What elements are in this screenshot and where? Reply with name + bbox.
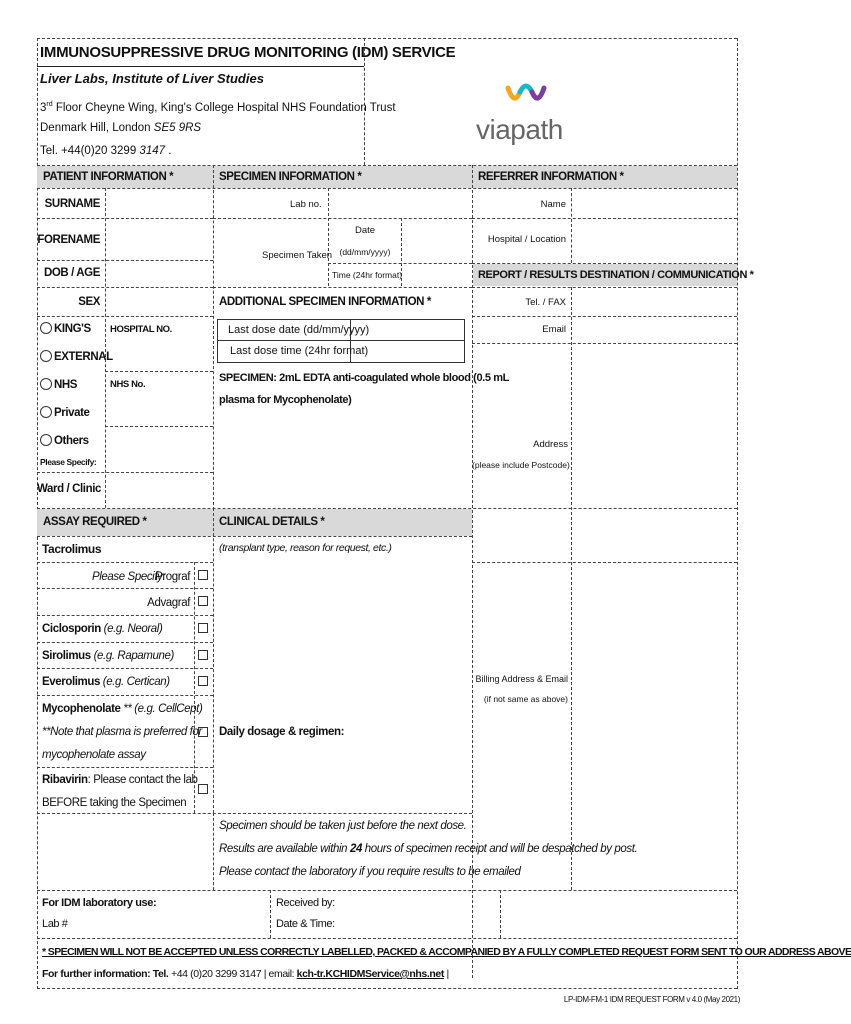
billing-label: Billing Address & Email: [475, 674, 568, 684]
nhs-no-label: NHS No.: [110, 379, 146, 390]
form-title: IMMUNOSUPPRESSIVE DRUG MONITORING (IDM) SERVICE: [40, 44, 456, 61]
dosage-label: Daily dosage & regimen:: [219, 726, 345, 738]
specimen-taken-label: Specimen Taken: [262, 250, 333, 261]
radio-circle-icon: [40, 350, 52, 362]
radio-circle-icon: [40, 378, 52, 390]
advagraf-checkbox[interactable]: [198, 596, 208, 606]
note-line-3: Please contact the laboratory if you require results to be emailed: [219, 866, 521, 878]
mycophenolate-label: Mycophenolate ** (e.g. CellCept): [42, 703, 203, 715]
billing-note: (if not same as above): [483, 694, 568, 704]
ciclosporin-checkbox[interactable]: [198, 623, 208, 633]
last-dose-time-label: Last dose time (24hr format): [230, 345, 369, 357]
date-time-label: Date & Time:: [276, 918, 335, 930]
forename-field[interactable]: [106, 219, 212, 259]
date-field[interactable]: [402, 219, 471, 262]
clinical-details-field[interactable]: [214, 537, 471, 717]
nhs-no-field[interactable]: [106, 372, 212, 425]
note-line-1: Specimen should be taken just before the next dose.: [219, 820, 467, 832]
referrer-name-field[interactable]: [572, 189, 736, 217]
lab-no-label: Lab no.: [290, 199, 322, 210]
others-please-specify: Please Specify:: [40, 457, 97, 467]
viapath-logo: [470, 80, 580, 160]
hospital-no-label: HOSPITAL NO.: [110, 324, 172, 335]
ribavirin-label: Ribavirin: Please contact the lab: [42, 774, 198, 786]
myco-note-1: **Note that plasma is preferred for: [42, 726, 202, 738]
specimen-heading: SPECIMEN INFORMATION *: [219, 171, 362, 183]
radio-circle-icon: [40, 322, 52, 334]
email-link[interactable]: kch-tr.KCHIDMService@nhs.net: [296, 968, 444, 980]
dosage-field[interactable]: [214, 742, 471, 812]
last-dose-date-box[interactable]: [217, 319, 465, 341]
email-field[interactable]: [572, 317, 736, 342]
prograf-checkbox[interactable]: [198, 570, 208, 580]
clinical-hint: (transplant type, reason for request, etc.): [219, 542, 392, 554]
radio-others[interactable]: Others: [40, 434, 89, 448]
sirolimus-checkbox[interactable]: [198, 650, 208, 660]
address-field[interactable]: [572, 344, 736, 561]
patient-heading: PATIENT INFORMATION *: [43, 171, 174, 183]
note-line-2: Results are available within 24 hours of specimen receipt and will be despatched by post.: [219, 843, 638, 855]
specimen-note-1: SPECIMEN: 2mL EDTA anti-coagulated whole blood (0.5 mL: [219, 372, 509, 384]
billing-field[interactable]: [572, 563, 736, 889]
surname-label: SURNAME: [44, 198, 100, 210]
form-reference: LP-IDM-FM-1 IDM REQUEST FORM v 4.0 (May 2021): [563, 995, 740, 1004]
radio-nhs[interactable]: NHS: [40, 378, 77, 392]
radio-private[interactable]: Private: [40, 406, 90, 420]
additional-heading: ADDITIONAL SPECIMEN INFORMATION *: [219, 296, 431, 308]
ward-field[interactable]: [106, 473, 212, 507]
ward-label: Ward / Clinic: [37, 483, 102, 495]
tel-fax-label: Tel. / FAX: [525, 297, 566, 308]
lab-hash-label: Lab #: [42, 918, 68, 930]
logo-wordmark: viapath: [476, 114, 563, 145]
date-format: (dd/mm/yyyy): [339, 247, 391, 257]
lab-use-title: For IDM laboratory use:: [42, 897, 157, 909]
further-info: For further information: Tel. +44 (0)20 3299 3147 | email: kch-tr.KCHIDMService@nhs.net |: [42, 968, 449, 980]
email-label: Email: [542, 324, 566, 335]
advagraf-label: Advagraf: [147, 597, 190, 609]
surname-field[interactable]: [106, 189, 212, 217]
hospital-location-field[interactable]: [572, 219, 736, 262]
ribavirin-note-2: BEFORE taking the Specimen: [42, 797, 187, 809]
received-by-label: Received by:: [276, 897, 335, 909]
report-heading: REPORT / RESULTS DESTINATION / COMMUNICATION *: [478, 269, 754, 281]
time-label: Time (24hr format): [332, 270, 403, 280]
hospital-location-label: Hospital / Location: [487, 234, 566, 245]
warning-text: * SPECIMEN WILL NOT BE ACCEPTED UNLESS CORRECTLY LABELLED, PACKED & ACCOMPANIED BY A FULLY COMPLETED REQUEST FORM SENT TO OUR ADDRESS ABOVE: [42, 946, 851, 958]
radio-circle-icon: [40, 434, 52, 446]
please-specify-label: Please Specify:: [92, 571, 166, 583]
dob-field[interactable]: [106, 261, 212, 286]
tacrolimus-label: Tacrolimus: [42, 542, 102, 556]
sirolimus-label: Sirolimus (e.g. Rapamune): [42, 650, 174, 662]
clinical-heading: CLINICAL DETAILS *: [219, 516, 325, 528]
prograf-label: Prograf: [155, 571, 190, 583]
ciclosporin-label: Ciclosporin (e.g. Neoral): [42, 623, 163, 635]
telephone: Tel. +44(0)20 3299 3147 .: [40, 145, 172, 157]
tel-fax-field[interactable]: [572, 288, 736, 315]
address-line-2: Denmark Hill, London SE5 9RS: [40, 122, 202, 134]
address-note: (please include Postcode): [472, 460, 570, 470]
everolimus-label: Everolimus (e.g. Certican): [42, 676, 170, 688]
referrer-heading: REFERRER INFORMATION *: [478, 171, 624, 183]
mycophenolate-checkbox[interactable]: [198, 727, 208, 737]
date-label: Date: [354, 225, 376, 236]
everolimus-checkbox[interactable]: [198, 676, 208, 686]
address-line-1: 3rd Floor Cheyne Wing, King's College Hospital NHS Foundation Trust: [40, 101, 396, 114]
sex-label: SEX: [78, 296, 100, 308]
org-name: Liver Labs, Institute of Liver Studies: [40, 71, 264, 86]
name-label: Name: [540, 199, 566, 210]
time-field[interactable]: [402, 264, 471, 286]
forename-label: FORENAME: [37, 234, 100, 246]
radio-kings[interactable]: KING'S: [40, 322, 91, 336]
assay-heading: ASSAY REQUIRED *: [43, 516, 147, 528]
radio-external[interactable]: EXTERNAL: [40, 350, 113, 364]
last-dose-date-label: Last dose date (dd/mm/yyyy): [228, 324, 370, 336]
lab-no-field[interactable]: [329, 189, 471, 217]
myco-note-2: mycophenolate assay: [42, 749, 146, 761]
specimen-note-2: plasma for Mycophenolate): [219, 394, 352, 406]
ribavirin-checkbox[interactable]: [198, 784, 208, 794]
others-field[interactable]: [106, 427, 212, 471]
dob-label: DOB / AGE: [43, 267, 100, 279]
radio-circle-icon: [40, 406, 52, 418]
received-by-field[interactable]: [501, 891, 736, 937]
address-label: Address: [533, 439, 568, 450]
sex-field[interactable]: [106, 288, 212, 315]
last-dose-time-box[interactable]: [217, 341, 465, 363]
hospital-no-field[interactable]: [106, 317, 212, 370]
